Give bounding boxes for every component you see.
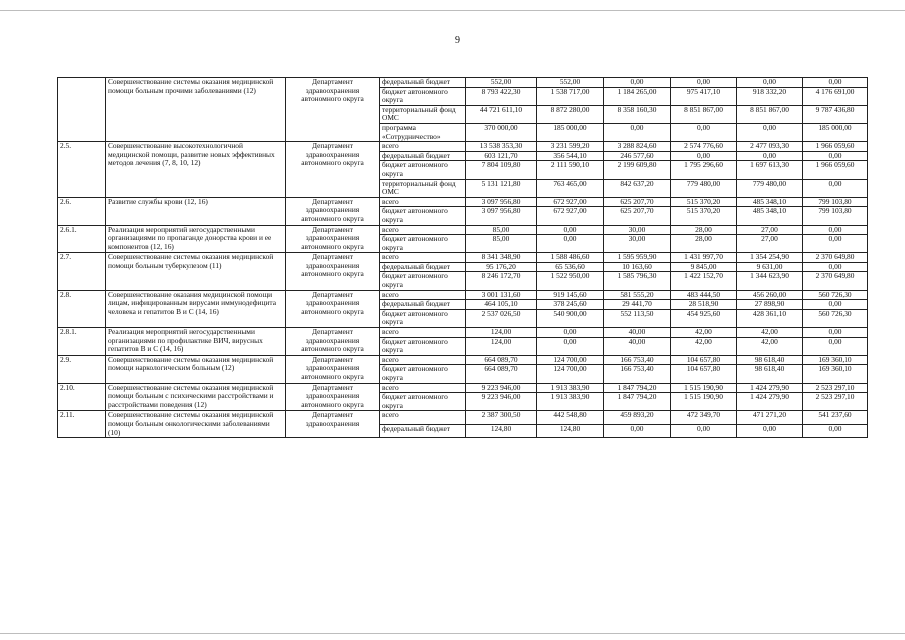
item-number: 2.9. <box>58 355 106 383</box>
amount-cell: 0,00 <box>671 123 737 141</box>
table-row <box>58 225 868 235</box>
table-row <box>58 383 868 393</box>
amount-cell: 1 966 059,60 <box>803 142 868 152</box>
amount-cell: 603 121,70 <box>466 151 537 161</box>
table-row <box>58 197 868 207</box>
item-title: Реализация мероприятий негосударственными организациями по профилактике ВИЧ, вирусных гепатитов В и С (14, 16) <box>106 328 286 356</box>
item-number: 2.6.1. <box>58 225 106 253</box>
amount-cell: 540 900,00 <box>537 309 604 327</box>
item-title: Совершенствование системы оказания медицинской помощи наркологическим больным (12) <box>106 355 286 383</box>
item-number <box>58 78 106 142</box>
amount-cell: 185 000,00 <box>537 123 604 141</box>
item-title: Совершенствование системы оказания медицинской помощи больным туберкулезом (11) <box>106 253 286 290</box>
amount-cell: 1 422 152,70 <box>671 272 737 290</box>
amount-cell: 65 536,60 <box>537 262 604 272</box>
amount-cell: 483 444,50 <box>671 290 737 300</box>
amount-cell: 185 000,00 <box>803 123 868 141</box>
responsible-agency: Департамент здравоохранения автономного округа <box>286 197 380 225</box>
amount-cell: 85,00 <box>466 225 537 235</box>
amount-cell: 0,00 <box>803 337 868 355</box>
amount-cell: 799 103,80 <box>803 197 868 207</box>
amount-cell: 8 851 867,00 <box>671 105 737 123</box>
amount-cell: 30,00 <box>604 225 671 235</box>
amount-cell: 27,00 <box>737 235 803 253</box>
amount-cell: 515 370,20 <box>671 197 737 207</box>
amount-cell: 124,80 <box>466 424 537 437</box>
amount-cell: 1 515 190,90 <box>671 393 737 411</box>
funding-source: федеральный бюджет <box>380 78 466 88</box>
amount-cell: 0,00 <box>803 179 868 197</box>
responsible-agency: Департамент здравоохранения автономного округа <box>286 225 380 253</box>
amount-cell: 1 354 254,90 <box>737 253 803 263</box>
amount-cell: 8 341 348,90 <box>466 253 537 263</box>
amount-cell: 166 753,40 <box>604 355 671 365</box>
table-row <box>58 290 868 300</box>
responsible-agency: Департамент здравоохранения автономного округа <box>286 78 380 142</box>
amount-cell: 40,00 <box>604 337 671 355</box>
amount-cell: 95 176,20 <box>466 262 537 272</box>
amount-cell: 1 966 059,60 <box>803 161 868 179</box>
funding-source: бюджет автономного округа <box>380 337 466 355</box>
funding-source: всего <box>380 253 466 263</box>
amount-cell: 1 913 383,90 <box>537 393 604 411</box>
amount-cell: 1 588 486,60 <box>537 253 604 263</box>
amount-cell: 459 893,20 <box>604 411 671 424</box>
responsible-agency: Департамент здравоохранения автономного округа <box>286 253 380 290</box>
funding-source: всего <box>380 328 466 338</box>
amount-cell: 42,00 <box>737 337 803 355</box>
amount-cell: 8 246 172,70 <box>466 272 537 290</box>
item-number: 2.10. <box>58 383 106 411</box>
responsible-agency: Департамент здравоохранения автономного округа <box>286 328 380 356</box>
amount-cell: 5 131 121,80 <box>466 179 537 197</box>
amount-cell: 472 349,70 <box>671 411 737 424</box>
amount-cell: 471 271,20 <box>737 411 803 424</box>
amount-cell: 842 637,20 <box>604 179 671 197</box>
funding-source: программа «Сотрудничество» <box>380 123 466 141</box>
amount-cell: 124 700,00 <box>537 355 604 365</box>
amount-cell: 779 480,00 <box>671 179 737 197</box>
amount-cell: 356 544,10 <box>537 151 604 161</box>
amount-cell: 3 231 599,20 <box>537 142 604 152</box>
amount-cell: 27 898,90 <box>737 300 803 310</box>
amount-cell: 428 361,10 <box>737 309 803 327</box>
amount-cell: 3 097 956,80 <box>466 197 537 207</box>
amount-cell: 454 925,60 <box>671 309 737 327</box>
amount-cell: 28 518,90 <box>671 300 737 310</box>
funding-source: территориальный фонд ОМС <box>380 179 466 197</box>
amount-cell: 124,00 <box>466 337 537 355</box>
table-row <box>58 78 868 88</box>
amount-cell: 799 103,80 <box>803 207 868 225</box>
amount-cell: 560 726,30 <box>803 309 868 327</box>
amount-cell: 124,00 <box>466 328 537 338</box>
responsible-agency: Департамент здравоохранения автономного округа <box>286 355 380 383</box>
amount-cell: 763 465,00 <box>537 179 604 197</box>
amount-cell: 8 872 280,00 <box>537 105 604 123</box>
item-title: Совершенствование оказания медицинской помощи лицам, инфицированным вирусами иммунодефицита человека и гепатитов В и С (14, 16) <box>106 290 286 327</box>
funding-source: всего <box>380 411 466 424</box>
amount-cell: 42,00 <box>737 328 803 338</box>
amount-cell: 2 387 300,50 <box>466 411 537 424</box>
amount-cell: 4 176 691,00 <box>803 87 868 105</box>
budget-table <box>57 77 868 438</box>
funding-source: бюджет автономного округа <box>380 393 466 411</box>
table-body <box>58 78 868 438</box>
amount-cell: 9 845,00 <box>671 262 737 272</box>
amount-cell: 2 199 609,80 <box>604 161 671 179</box>
item-title: Реализация мероприятий негосударственными организациями по пропаганде донорства крови и ее компонентов (12, 16) <box>106 225 286 253</box>
amount-cell: 672 927,00 <box>537 207 604 225</box>
funding-source: бюджет автономного округа <box>380 235 466 253</box>
amount-cell: 0,00 <box>803 262 868 272</box>
amount-cell: 9 223 946,00 <box>466 383 537 393</box>
amount-cell: 3 001 131,60 <box>466 290 537 300</box>
amount-cell: 124,80 <box>537 424 604 437</box>
amount-cell: 0,00 <box>671 424 737 437</box>
amount-cell: 1 515 190,90 <box>671 383 737 393</box>
amount-cell: 485 348,10 <box>737 207 803 225</box>
amount-cell: 664 089,70 <box>466 355 537 365</box>
amount-cell: 2 111 590,10 <box>537 161 604 179</box>
scan-edge-bottom <box>0 633 905 634</box>
amount-cell: 30,00 <box>604 235 671 253</box>
item-title: Совершенствование системы оказания медицинской помощи больным с психическими расстройствами и расстройствами поведения (12) <box>106 383 286 411</box>
amount-cell: 1 522 950,00 <box>537 272 604 290</box>
amount-cell: 552 113,50 <box>604 309 671 327</box>
item-number: 2.8.1. <box>58 328 106 356</box>
amount-cell: 1 431 997,70 <box>671 253 737 263</box>
responsible-agency: Департамент здравоохранения автономного округа <box>286 142 380 198</box>
amount-cell: 0,00 <box>803 235 868 253</box>
funding-source: федеральный бюджет <box>380 262 466 272</box>
amount-cell: 0,00 <box>803 78 868 88</box>
amount-cell: 98 618,40 <box>737 355 803 365</box>
item-number: 2.5. <box>58 142 106 198</box>
amount-cell: 3 288 824,60 <box>604 142 671 152</box>
amount-cell: 560 726,30 <box>803 290 868 300</box>
amount-cell: 1 424 279,90 <box>737 393 803 411</box>
amount-cell: 2 574 776,60 <box>671 142 737 152</box>
amount-cell: 625 207,70 <box>604 197 671 207</box>
amount-cell: 2 477 093,30 <box>737 142 803 152</box>
table-row <box>58 253 868 263</box>
amount-cell: 664 089,70 <box>466 365 537 383</box>
amount-cell: 8 358 160,30 <box>604 105 671 123</box>
funding-source: всего <box>380 142 466 152</box>
funding-source: всего <box>380 225 466 235</box>
amount-cell: 1 847 794,20 <box>604 393 671 411</box>
amount-cell: 581 555,20 <box>604 290 671 300</box>
amount-cell: 0,00 <box>737 424 803 437</box>
amount-cell: 8 793 422,30 <box>466 87 537 105</box>
amount-cell: 1 585 796,30 <box>604 272 671 290</box>
amount-cell: 2 523 297,10 <box>803 393 868 411</box>
amount-cell: 975 417,10 <box>671 87 737 105</box>
item-title: Развитие службы крови (12, 16) <box>106 197 286 225</box>
funding-source: бюджет автономного округа <box>380 161 466 179</box>
amount-cell: 0,00 <box>671 151 737 161</box>
amount-cell: 0,00 <box>803 225 868 235</box>
amount-cell: 1 795 296,60 <box>671 161 737 179</box>
amount-cell: 370 000,00 <box>466 123 537 141</box>
amount-cell: 625 207,70 <box>604 207 671 225</box>
amount-cell: 8 851 867,00 <box>737 105 803 123</box>
amount-cell: 0,00 <box>604 78 671 88</box>
amount-cell: 0,00 <box>537 328 604 338</box>
amount-cell: 29 441,70 <box>604 300 671 310</box>
amount-cell: 104 657,80 <box>671 365 737 383</box>
amount-cell: 13 538 353,30 <box>466 142 537 152</box>
amount-cell: 98 618,40 <box>737 365 803 383</box>
amount-cell: 1 538 717,00 <box>537 87 604 105</box>
amount-cell: 1 847 794,20 <box>604 383 671 393</box>
amount-cell: 124 700,00 <box>537 365 604 383</box>
amount-cell: 0,00 <box>737 78 803 88</box>
funding-source: всего <box>380 383 466 393</box>
amount-cell: 464 105,10 <box>466 300 537 310</box>
item-title: Совершенствование системы оказания медицинской помощи больным прочими заболеваниями (12) <box>106 78 286 142</box>
amount-cell: 456 260,00 <box>737 290 803 300</box>
amount-cell: 541 237,60 <box>803 411 868 424</box>
amount-cell: 44 721 611,10 <box>466 105 537 123</box>
amount-cell: 919 145,60 <box>537 290 604 300</box>
amount-cell: 0,00 <box>803 151 868 161</box>
funding-source: всего <box>380 355 466 365</box>
amount-cell: 9 631,00 <box>737 262 803 272</box>
amount-cell: 779 480,00 <box>737 179 803 197</box>
amount-cell: 485 348,10 <box>737 197 803 207</box>
amount-cell: 0,00 <box>604 123 671 141</box>
amount-cell: 0,00 <box>803 424 868 437</box>
table-row <box>58 142 868 152</box>
item-number: 2.8. <box>58 290 106 327</box>
responsible-agency: Департамент здравоохранения <box>286 411 380 438</box>
amount-cell: 552,00 <box>537 78 604 88</box>
amount-cell: 1 697 613,30 <box>737 161 803 179</box>
funding-source: бюджет автономного округа <box>380 309 466 327</box>
amount-cell: 1 913 383,90 <box>537 383 604 393</box>
amount-cell: 7 804 109,80 <box>466 161 537 179</box>
amount-cell: 85,00 <box>466 235 537 253</box>
amount-cell: 104 657,80 <box>671 355 737 365</box>
table-row <box>58 328 868 338</box>
item-number: 2.11. <box>58 411 106 438</box>
amount-cell: 3 097 956,80 <box>466 207 537 225</box>
amount-cell: 28,00 <box>671 225 737 235</box>
amount-cell: 9 223 946,00 <box>466 393 537 411</box>
amount-cell: 169 360,10 <box>803 355 868 365</box>
amount-cell: 515 370,20 <box>671 207 737 225</box>
amount-cell: 40,00 <box>604 328 671 338</box>
table-row <box>58 355 868 365</box>
funding-source: территориальный фонд ОМС <box>380 105 466 123</box>
amount-cell: 1 424 279,90 <box>737 383 803 393</box>
responsible-agency: Департамент здравоохранения автономного округа <box>286 383 380 411</box>
amount-cell: 166 753,40 <box>604 365 671 383</box>
amount-cell: 27,00 <box>737 225 803 235</box>
amount-cell: 1 344 623,90 <box>737 272 803 290</box>
amount-cell: 169 360,10 <box>803 365 868 383</box>
amount-cell: 0,00 <box>604 424 671 437</box>
amount-cell: 9 787 436,80 <box>803 105 868 123</box>
amount-cell: 28,00 <box>671 235 737 253</box>
amount-cell: 2 523 297,10 <box>803 383 868 393</box>
amount-cell: 0,00 <box>803 300 868 310</box>
amount-cell: 1 595 959,90 <box>604 253 671 263</box>
table-row <box>58 411 868 424</box>
funding-source: всего <box>380 197 466 207</box>
amount-cell: 0,00 <box>537 225 604 235</box>
amount-cell: 672 927,00 <box>537 197 604 207</box>
scan-edge-top <box>0 10 905 11</box>
item-number: 2.6. <box>58 197 106 225</box>
page-number: 9 <box>455 35 460 46</box>
amount-cell: 2 370 649,80 <box>803 253 868 263</box>
amount-cell: 0,00 <box>537 337 604 355</box>
amount-cell: 442 548,80 <box>537 411 604 424</box>
funding-source: федеральный бюджет <box>380 151 466 161</box>
amount-cell: 42,00 <box>671 328 737 338</box>
amount-cell: 0,00 <box>737 151 803 161</box>
funding-source: бюджет автономного округа <box>380 87 466 105</box>
funding-source: федеральный бюджет <box>380 300 466 310</box>
responsible-agency: Департамент здравоохранения автономного округа <box>286 290 380 327</box>
item-number: 2.7. <box>58 253 106 290</box>
item-title: Совершенствование высокотехнологичной медицинской помощи, развитие новых эффективных методов лечения (7, 8, 10, 12) <box>106 142 286 198</box>
amount-cell: 246 577,60 <box>604 151 671 161</box>
amount-cell: 918 332,20 <box>737 87 803 105</box>
amount-cell: 0,00 <box>803 328 868 338</box>
funding-source: бюджет автономного округа <box>380 365 466 383</box>
amount-cell: 10 163,60 <box>604 262 671 272</box>
funding-source: федеральный бюджет <box>380 424 466 437</box>
funding-source: бюджет автономного округа <box>380 272 466 290</box>
amount-cell: 0,00 <box>671 78 737 88</box>
funding-source: бюджет автономного округа <box>380 207 466 225</box>
amount-cell: 1 184 265,00 <box>604 87 671 105</box>
amount-cell: 2 537 026,50 <box>466 309 537 327</box>
amount-cell: 2 370 649,80 <box>803 272 868 290</box>
amount-cell: 552,00 <box>466 78 537 88</box>
funding-source: всего <box>380 290 466 300</box>
amount-cell: 378 245,60 <box>537 300 604 310</box>
amount-cell: 0,00 <box>537 235 604 253</box>
item-title: Совершенствование системы оказания медицинской помощи больным онкологическими заболеваниями (10) <box>106 411 286 438</box>
amount-cell: 42,00 <box>671 337 737 355</box>
amount-cell: 0,00 <box>737 123 803 141</box>
